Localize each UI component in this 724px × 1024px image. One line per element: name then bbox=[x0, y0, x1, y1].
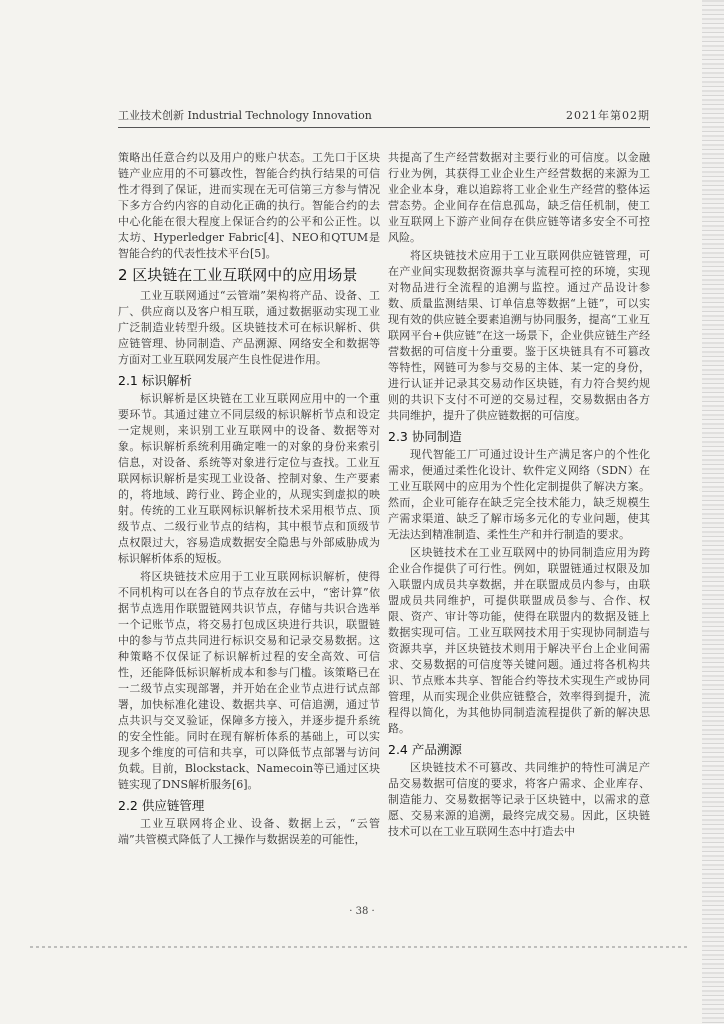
paragraph: 将区块链技术应用于工业互联网标识解析，使得不同机构可以在各自的节点存放在云中，“密计算”依据节点选用作联盟链网共识节点，存储与共识合选举一个记账节点，将交易打包成区块进行共识，联盟链中的参与节点共同进行标识交易和记录交易数据。这种策略不仅保证了标识解析过程的安全高效、可信性，还能降低标识解析成本和参与门槛。该策略已在一二级节点实现部署，并开始在企业节点进行试点部署，加快标准化建设、数据共享、可信追溯，通过节点共识与交叉验证，保障多方接入，并逐步提升系统的安全性能。同时在现有解析体系的基础上，可以实现多个维度的可信和共享，可以降低节点部署与访问负载。目前，Blockstack、Namecoin等已通过区块链实现了DNS解析服务[6]。 bbox=[118, 570, 380, 791]
section-heading: 2.4 产品溯源 bbox=[388, 742, 462, 757]
running-header bbox=[118, 107, 650, 125]
paragraph: 区块链技术不可篡改、共同维护的特性可满足产品交易数据可信度的要求，将客户需求、企业库存、制造能力、交易数据等记录于区块链中，以需求的意愿、交易来源的追溯，最终完成交易。因此，区块链技术可以在工业互联网生态中打造去中 bbox=[388, 761, 650, 838]
section-heading: 2.1 标识解析 bbox=[118, 373, 192, 388]
paragraph: 标识解析是区块链在工业互联网应用中的一个重要环节。其通过建立不同层级的标识解析节点和设定一定规则，来识别工业互联网中的设备、数据等对象。标识解析系统利用确定唯一的对象的身份来索引信息，对设备、系统等对象进行定位与查找。工业互联网标识解析是实现工业设备、控制对象、生产要素的，将地域、跨行业、跨企业的，从现实到虚拟的映射。传统的工业互联网标识解析技术采用根节点、顶级节点、二级行业节点的结构，其中根节点和顶级节点权限过大，容易造成数据安全隐患与外部威胁成为标识解析体系的短板。 bbox=[118, 392, 380, 565]
section-heading: 2.3 协同制造 bbox=[388, 429, 462, 444]
section-heading: 2.2 供应链管理 bbox=[118, 798, 205, 813]
page-number: · 38 · bbox=[349, 906, 375, 917]
paragraph: 工业互联网通过“云管端”架构将产品、设备、工厂、供应商以及客户相互联，通过数据驱动实现工业广泛制造业转型升级。区块链技术可在标识解析、供应链管理、协同制造、产品溯源、网络安全和数据等方面对工业互联网发展产生良性促进作用。 bbox=[118, 289, 380, 366]
header-rule bbox=[118, 127, 650, 128]
paragraph: 共提高了生产经营数据对主要行业的可信度。以金融行业为例，其获得工业企业生产经营数据的来源为工业企业本身，难以追踪将工业企业生产经营的整体运营态势。企业间存在信息孤岛，缺乏信任机制，使工业互联网上下游产业间存在供应链等诸多安全不可控风险。 bbox=[388, 151, 650, 244]
paragraph: 策略出任意合约以及用户的账户状态。工先口于区块链产业应用的不可篡改性，智能合约执行结果的可信性才得到了保证，进而实现在无可信第三方参与情况下多方合约内容的自动化正确的执行。智能合约的去中心化能在很大程度上保证合约的公平和公正性。以太坊、Hyperledger Fabric[4]、NEO和QTUM是智能合约的代表性技术平台[5]。 bbox=[118, 151, 380, 260]
scan-bottom-artifact bbox=[30, 946, 690, 948]
paragraph: 工业互联网将企业、设备、数据上云，“云管端”共管模式降低了人工操作与数据误差的可能性， bbox=[118, 817, 380, 846]
section-heading: 2 区块链在工业互联网中的应用场景 bbox=[118, 266, 358, 284]
journal-name: 工业技术创新 Industrial Technology Innovation bbox=[118, 109, 372, 122]
scan-edge-shadow bbox=[702, 0, 724, 1024]
paragraph: 将区块链技术应用于工业互联网供应链管理，可在产业间实现数据资源共享与流程可控的环境，实现对物品进行全流程的追溯与监控。通过产品设计参数、质量监测结果、订单信息等数据“上链”，可以实现有效的供应链全要素追溯与协同服务，提高“工业互联网平台+供应链”在这一场景下，企业供应链生产经营数据的可信度十分重要。鉴于区块链具有不可篡改等特性，网链可为参与交易的主体、某一定的身份，进行认证并记录其交易动作区块链，有力符合契约规则的共识下支付不可逆的交易过程，交易数据由各方共同维护，提升了供应链数据的可信度。 bbox=[388, 249, 650, 422]
paragraph: 现代智能工厂可通过设计生产满足客户的个性化需求，便通过柔性化设计、软件定义网络（SDN）在工业互联网中的应用为个性化定制提供了解决方案。然而，企业可能存在缺乏完全技术能力，缺乏规模生产需求渠道、缺乏了解市场多元化的专业问题，使其无法达到精准制造、柔性生产和并行制造的要求。 bbox=[388, 448, 650, 541]
left-text-column bbox=[118, 150, 380, 850]
right-text-column bbox=[388, 150, 650, 842]
issue-label: 2021年第02期 bbox=[566, 109, 650, 122]
paragraph: 区块链技术在工业互联网中的协同制造应用为跨企业合作提供了可行性。例如，联盟链通过权限及加入联盟内成员共享数据，并在联盟成员内参与，由联盟成员共同维护，可提供联盟成员参与、合作、权限、资产、审计等功能，使得在联盟内的数据及链上数据实现可信。工业互联网技术用于实现协同制造与资源共享，并区块链技术则用于解决平台上企业间需求、交易数据的可信度等关键问题。通过将各机构共识、节点账本共享、智能合约等技术实现生产或协同管理，从而实现企业供应链整合，效率得到提升，流程得以简化，为其他协同制造流程提供了新的解决思路。 bbox=[388, 546, 650, 735]
